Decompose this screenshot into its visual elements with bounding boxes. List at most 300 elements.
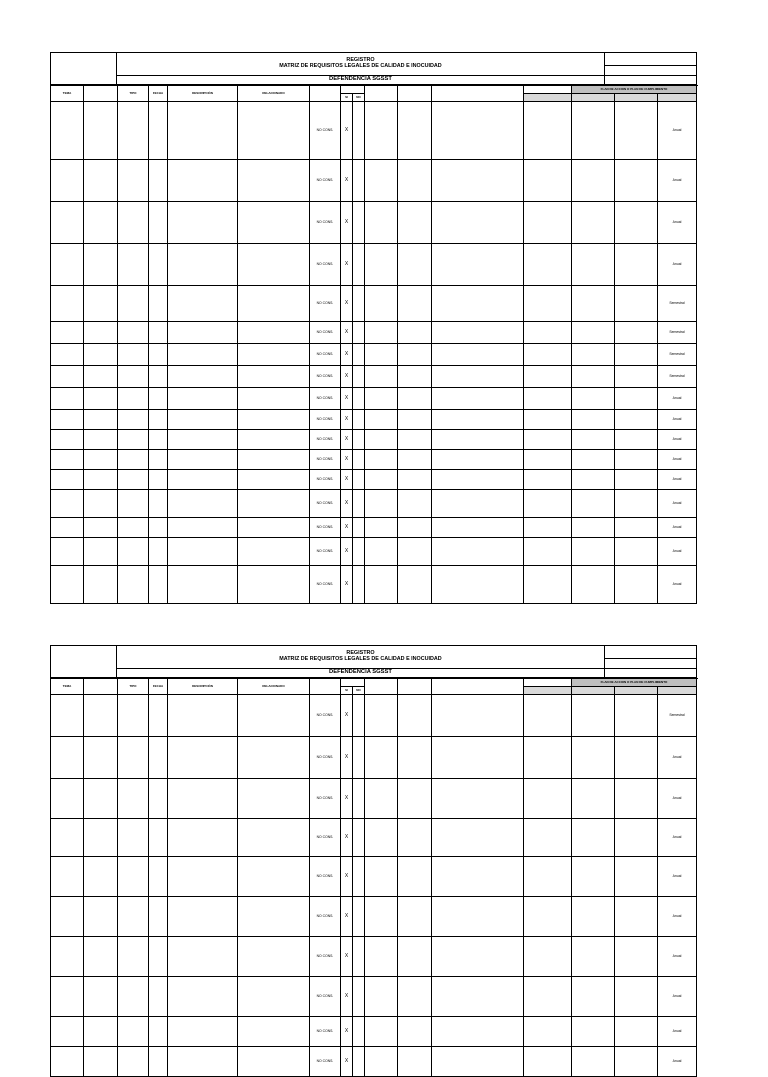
cell-fecha (149, 857, 168, 897)
cell-p2 (572, 470, 615, 490)
cell-n (365, 344, 398, 366)
cell-frec: Anual (658, 470, 697, 490)
cell-tema (51, 538, 84, 566)
column-subheader (572, 687, 615, 695)
cell-fecha (149, 388, 168, 410)
cell-desc (168, 430, 238, 450)
cell-fecha (149, 779, 168, 819)
cell-no (353, 538, 365, 566)
cell-tema (51, 779, 84, 819)
cell-entidad (84, 1017, 118, 1047)
cell-p1 (524, 430, 572, 450)
cell-estado: NO CONS. (310, 102, 341, 160)
column-header: RELACIONADO (238, 679, 310, 695)
cell-desc (168, 322, 238, 344)
cell-p2 (572, 857, 615, 897)
cell-no (353, 1047, 365, 1077)
cell-estado: NO CONS. (310, 897, 341, 937)
cell-evid (432, 410, 524, 430)
cell-estado: NO CONS. (310, 518, 341, 538)
cell-estado: NO CONS. (310, 344, 341, 366)
column-subheader: SI (341, 94, 353, 102)
cell-no (353, 388, 365, 410)
cell-no (353, 322, 365, 344)
table-row (51, 366, 697, 388)
cell-no (353, 244, 365, 286)
cell-evid (432, 897, 524, 937)
column-header (432, 86, 524, 102)
cell-res (398, 857, 432, 897)
cell-res (398, 819, 432, 857)
cell-n (365, 977, 398, 1017)
column-header (310, 86, 341, 102)
cell-p3 (615, 430, 658, 450)
cell-n (365, 244, 398, 286)
cell-no (353, 695, 365, 737)
cell-p1 (524, 518, 572, 538)
cell-fecha (149, 410, 168, 430)
cell-p1 (524, 857, 572, 897)
cell-no (353, 857, 365, 897)
cell-n (365, 695, 398, 737)
cell-no (353, 470, 365, 490)
cell-entidad (84, 857, 118, 897)
cell-estado: NO CONS. (310, 977, 341, 1017)
cell-p2 (572, 388, 615, 410)
page-header (50, 645, 697, 678)
cell-p1 (524, 779, 572, 819)
cell-evid (432, 202, 524, 244)
table-row (51, 695, 697, 737)
cell-res (398, 897, 432, 937)
column-header (341, 86, 365, 94)
cell-frec: Anual (658, 566, 697, 604)
cell-res (398, 202, 432, 244)
cell-res (398, 518, 432, 538)
cell-frec: Anual (658, 779, 697, 819)
cell-estado: NO CONS. (310, 490, 341, 518)
cell-frec: Anual (658, 897, 697, 937)
cell-no (353, 977, 365, 1017)
cell-estado: NO CONS. (310, 538, 341, 566)
table-row (51, 1017, 697, 1047)
date-label (605, 659, 697, 669)
cell-p3 (615, 977, 658, 1017)
cell-si: X (341, 430, 353, 450)
cell-si: X (341, 450, 353, 470)
cell-no (353, 286, 365, 322)
cell-res (398, 490, 432, 518)
cell-rel (238, 450, 310, 470)
cell-si: X (341, 388, 353, 410)
logo-box (51, 53, 117, 85)
cell-p2 (572, 102, 615, 160)
column-header: FLAN DE ACCION O PLAN DE CUMPLIMIENTO (572, 679, 697, 687)
cell-tema (51, 366, 84, 388)
cell-p1 (524, 470, 572, 490)
cell-p3 (615, 102, 658, 160)
cell-p3 (615, 937, 658, 977)
cell-p1 (524, 160, 572, 202)
table-row (51, 937, 697, 977)
cell-tema (51, 202, 84, 244)
cell-tipo (118, 490, 149, 518)
cell-p3 (615, 897, 658, 937)
cell-n (365, 322, 398, 344)
cell-tipo (118, 857, 149, 897)
cell-tipo (118, 937, 149, 977)
cell-p1 (524, 286, 572, 322)
cell-p3 (615, 1017, 658, 1047)
cell-tipo (118, 430, 149, 450)
document-page-1 (50, 52, 696, 604)
cell-p1 (524, 344, 572, 366)
cell-si: X (341, 490, 353, 518)
cell-evid (432, 857, 524, 897)
cell-p2 (572, 897, 615, 937)
cell-entidad (84, 388, 118, 410)
cell-tipo (118, 160, 149, 202)
cell-n (365, 388, 398, 410)
cell-fecha (149, 897, 168, 937)
cell-tema (51, 244, 84, 286)
table-body (51, 695, 697, 1077)
cell-frec: Anual (658, 977, 697, 1017)
cell-tema (51, 430, 84, 450)
column-header (341, 679, 365, 687)
cell-desc (168, 1047, 238, 1077)
cell-n (365, 937, 398, 977)
cell-entidad (84, 470, 118, 490)
cell-tema (51, 344, 84, 366)
cell-si: X (341, 160, 353, 202)
cell-estado: NO CONS. (310, 388, 341, 410)
cell-p2 (572, 430, 615, 450)
cell-estado: NO CONS. (310, 1047, 341, 1077)
column-header (365, 679, 398, 695)
cell-n (365, 490, 398, 518)
logo-box (51, 646, 117, 678)
cell-desc (168, 286, 238, 322)
cell-evid (432, 695, 524, 737)
cell-rel (238, 695, 310, 737)
column-subheader (524, 687, 572, 695)
cell-res (398, 244, 432, 286)
cell-res (398, 566, 432, 604)
cell-tema (51, 518, 84, 538)
column-header: TIPO (118, 86, 149, 102)
cell-rel (238, 857, 310, 897)
cell-p3 (615, 1047, 658, 1077)
cell-rel (238, 518, 310, 538)
cell-tipo (118, 102, 149, 160)
table-row (51, 470, 697, 490)
cell-no (353, 410, 365, 430)
version-label (605, 646, 697, 659)
cell-frec: Anual (658, 244, 697, 286)
cell-desc (168, 897, 238, 937)
cell-estado: NO CONS. (310, 286, 341, 322)
cell-frec: Anual (658, 1047, 697, 1077)
cell-evid (432, 937, 524, 977)
cell-res (398, 286, 432, 322)
column-header: DESCRIPCIÓN (168, 679, 238, 695)
cell-evid (432, 102, 524, 160)
cell-entidad (84, 102, 118, 160)
cell-p1 (524, 566, 572, 604)
cell-fecha (149, 566, 168, 604)
cell-p2 (572, 202, 615, 244)
cell-frec: Anual (658, 819, 697, 857)
cell-evid (432, 430, 524, 450)
cell-rel (238, 470, 310, 490)
cell-fecha (149, 518, 168, 538)
cell-p1 (524, 737, 572, 779)
table-row (51, 160, 697, 202)
cell-frec: Anual (658, 430, 697, 450)
cell-tipo (118, 344, 149, 366)
cell-res (398, 366, 432, 388)
cell-n (365, 737, 398, 779)
version-label (605, 53, 697, 66)
cell-entidad (84, 244, 118, 286)
cell-fecha (149, 538, 168, 566)
cell-evid (432, 450, 524, 470)
cell-rel (238, 244, 310, 286)
cell-evid (432, 470, 524, 490)
cell-tipo (118, 388, 149, 410)
department-title: DEFENDENCIA SGSST (117, 76, 605, 85)
cell-p2 (572, 244, 615, 286)
column-subheader (524, 94, 572, 102)
cell-desc (168, 538, 238, 566)
cell-frec: Anual (658, 518, 697, 538)
column-header-group (51, 679, 697, 695)
cell-si: X (341, 244, 353, 286)
cell-entidad (84, 695, 118, 737)
cell-tema (51, 1017, 84, 1047)
cell-p2 (572, 322, 615, 344)
cell-n (365, 470, 398, 490)
cell-res (398, 410, 432, 430)
cell-p2 (572, 937, 615, 977)
cell-si: X (341, 102, 353, 160)
cell-estado: NO CONS. (310, 202, 341, 244)
table-row (51, 322, 697, 344)
cell-entidad (84, 160, 118, 202)
cell-desc (168, 490, 238, 518)
cell-evid (432, 538, 524, 566)
cell-si: X (341, 202, 353, 244)
table-row (51, 244, 697, 286)
cell-fecha (149, 286, 168, 322)
table-row (51, 102, 697, 160)
cell-tipo (118, 1047, 149, 1077)
cell-evid (432, 1047, 524, 1077)
cell-p1 (524, 366, 572, 388)
cell-p3 (615, 566, 658, 604)
cell-tema (51, 977, 84, 1017)
cell-no (353, 430, 365, 450)
cell-p1 (524, 819, 572, 857)
cell-rel (238, 1047, 310, 1077)
cell-desc (168, 695, 238, 737)
column-subheader (615, 94, 658, 102)
cell-si: X (341, 695, 353, 737)
cell-p1 (524, 977, 572, 1017)
cell-rel (238, 538, 310, 566)
cell-res (398, 388, 432, 410)
cell-p1 (524, 102, 572, 160)
cell-p2 (572, 977, 615, 1017)
table-row (51, 779, 697, 819)
column-header (84, 679, 118, 695)
cell-tipo (118, 244, 149, 286)
cell-p2 (572, 286, 615, 322)
cell-si: X (341, 470, 353, 490)
cell-p1 (524, 450, 572, 470)
cell-entidad (84, 779, 118, 819)
cell-res (398, 470, 432, 490)
cell-p2 (572, 518, 615, 538)
cell-p3 (615, 202, 658, 244)
cell-p3 (615, 450, 658, 470)
column-header: TEMA (51, 86, 84, 102)
table-row (51, 518, 697, 538)
cell-rel (238, 977, 310, 1017)
table-row (51, 286, 697, 322)
cell-tema (51, 695, 84, 737)
column-subheader (615, 687, 658, 695)
cell-fecha (149, 695, 168, 737)
cell-res (398, 322, 432, 344)
cell-tema (51, 897, 84, 937)
cell-n (365, 538, 398, 566)
cell-no (353, 450, 365, 470)
cell-rel (238, 202, 310, 244)
cell-no (353, 344, 365, 366)
cell-estado: NO CONS. (310, 779, 341, 819)
cell-tema (51, 737, 84, 779)
cell-rel (238, 1017, 310, 1047)
cell-estado: NO CONS. (310, 410, 341, 430)
cell-p2 (572, 1047, 615, 1077)
cell-entidad (84, 538, 118, 566)
cell-res (398, 1017, 432, 1047)
column-header: FECHA (149, 86, 168, 102)
cell-entidad (84, 566, 118, 604)
cell-p2 (572, 695, 615, 737)
cell-fecha (149, 470, 168, 490)
cell-tema (51, 450, 84, 470)
cell-rel (238, 566, 310, 604)
cell-evid (432, 977, 524, 1017)
cell-desc (168, 857, 238, 897)
column-header (432, 679, 524, 695)
cell-frec: Anual (658, 388, 697, 410)
cell-p2 (572, 566, 615, 604)
cell-p2 (572, 737, 615, 779)
cell-rel (238, 160, 310, 202)
cell-p1 (524, 897, 572, 937)
cell-p3 (615, 779, 658, 819)
table-row (51, 490, 697, 518)
document-page-2 (50, 645, 696, 1077)
cell-n (365, 202, 398, 244)
cell-p1 (524, 1047, 572, 1077)
cell-no (353, 1017, 365, 1047)
title-line-1: REGISTRO (346, 650, 375, 657)
cell-tema (51, 102, 84, 160)
cell-entidad (84, 1047, 118, 1077)
cell-entidad (84, 430, 118, 450)
cell-tema (51, 1047, 84, 1077)
cell-desc (168, 160, 238, 202)
cell-tipo (118, 470, 149, 490)
cell-p2 (572, 450, 615, 470)
cell-tipo (118, 538, 149, 566)
cell-n (365, 102, 398, 160)
cell-evid (432, 286, 524, 322)
cell-tipo (118, 897, 149, 937)
cell-evid (432, 779, 524, 819)
cell-desc (168, 344, 238, 366)
table-row (51, 857, 697, 897)
cell-entidad (84, 819, 118, 857)
cell-no (353, 779, 365, 819)
cell-frec: Semestral (658, 695, 697, 737)
cell-si: X (341, 566, 353, 604)
header-empty-cell (605, 76, 697, 85)
table-row (51, 430, 697, 450)
cell-entidad (84, 286, 118, 322)
cell-tipo (118, 819, 149, 857)
cell-desc (168, 977, 238, 1017)
cell-entidad (84, 450, 118, 470)
cell-no (353, 518, 365, 538)
column-header (398, 86, 432, 102)
cell-entidad (84, 322, 118, 344)
cell-tipo (118, 977, 149, 1017)
cell-tema (51, 490, 84, 518)
table-row (51, 450, 697, 470)
title-line-2: MATRIZ DE REQUISITOS LEGALES DE CALIDAD E INOCUIDAD (279, 656, 442, 662)
cell-p1 (524, 410, 572, 430)
cell-n (365, 286, 398, 322)
table-row (51, 737, 697, 779)
cell-desc (168, 202, 238, 244)
table-row (51, 897, 697, 937)
cell-fecha (149, 366, 168, 388)
cell-entidad (84, 202, 118, 244)
cell-frec: Anual (658, 737, 697, 779)
cell-n (365, 857, 398, 897)
column-header (84, 86, 118, 102)
cell-p2 (572, 344, 615, 366)
cell-si: X (341, 1047, 353, 1077)
cell-rel (238, 937, 310, 977)
cell-rel (238, 322, 310, 344)
cell-res (398, 160, 432, 202)
cell-fecha (149, 344, 168, 366)
cell-p3 (615, 286, 658, 322)
cell-p2 (572, 160, 615, 202)
cell-desc (168, 937, 238, 977)
cell-rel (238, 819, 310, 857)
title-line-2: MATRIZ DE REQUISITOS LEGALES DE CALIDAD E INOCUIDAD (279, 63, 442, 69)
cell-tema (51, 566, 84, 604)
cell-n (365, 410, 398, 430)
